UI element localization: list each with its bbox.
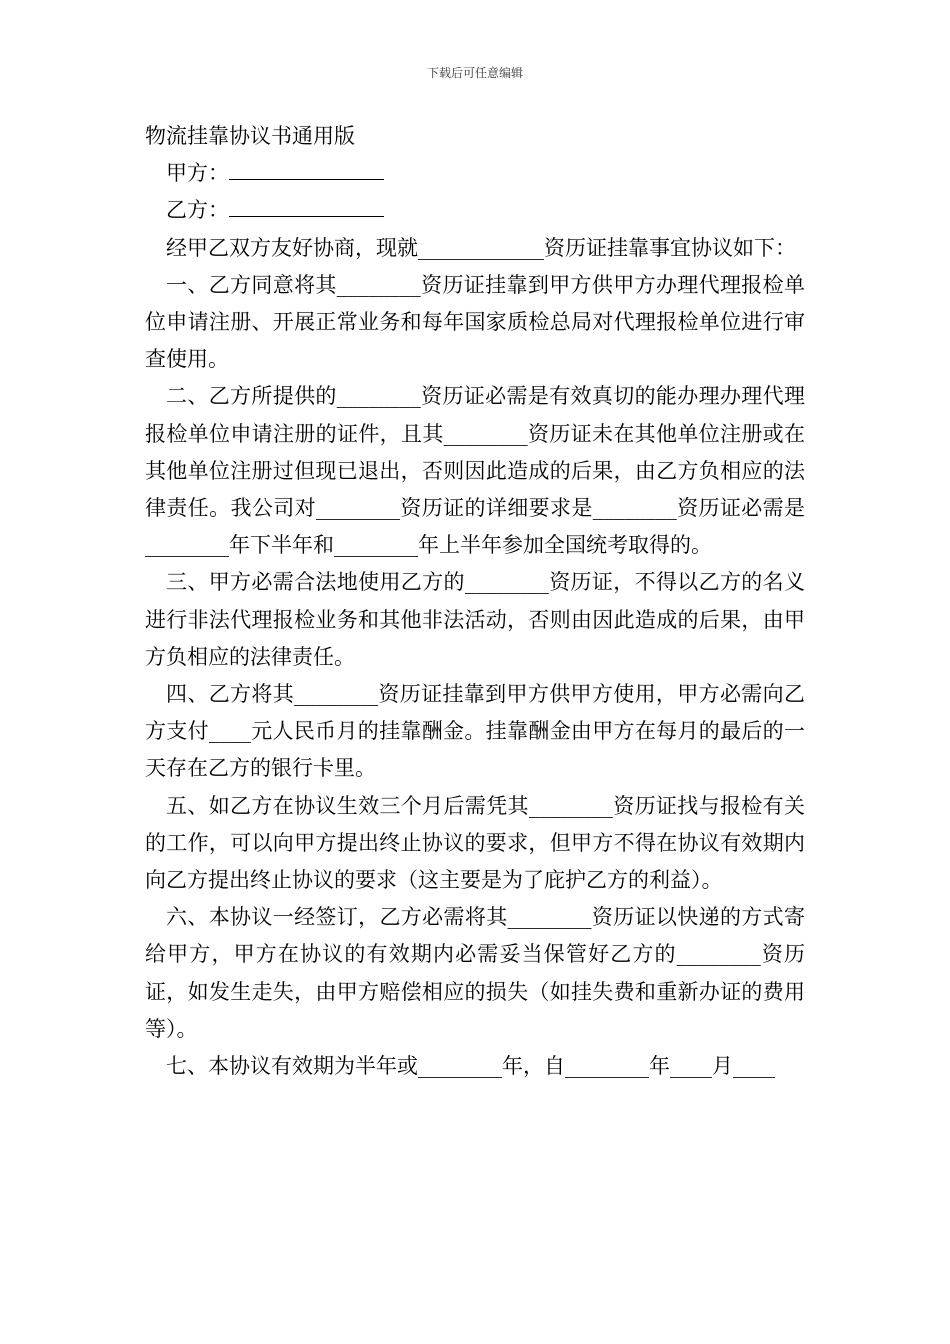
- paragraph-clause-4: 四、乙方将其________资历证挂靠到甲方供甲方使用，甲方必需向乙方支付____元人民币月的挂靠酬金。挂靠酬金由甲方在每月的最后的一天存在乙方的银行卡里。: [145, 682, 805, 781]
- party-a-blank: [229, 161, 384, 180]
- paragraph-clause-7: 七、本协议有效期为半年或________年，自________年____月____: [166, 1054, 775, 1079]
- party-b-blank: [229, 198, 384, 217]
- party-b-label: 乙方：: [166, 198, 229, 223]
- document-title: 物流挂靠协议书通用版: [145, 124, 355, 148]
- paragraph-clause-5: 五、如乙方在协议生效三个月后需凭其________资历证找与报检有关的工作，可以向甲方提出终止协议的要求，但甲方不得在协议有效期内向乙方提出终止协议的要求（这主要是为了庇护乙方的利益）。: [145, 793, 805, 893]
- page-header: 下载后可任意编辑: [426, 66, 523, 80]
- paragraph-intro: 经甲乙双方友好协商，现就____________资历证挂靠事宜协议如下：: [166, 235, 796, 260]
- paragraph-clause-3: 三、甲方必需合法地使用乙方的________资历证，不得以乙方的名义进行非法代理报检业务和其他非法活动，否则由因此造成的后果，由甲方负相应的法律责任。: [145, 570, 805, 669]
- party-a-line: [145, 155, 805, 192]
- document-body: [145, 118, 805, 1085]
- paragraph-clause-6: 六、本协议一经签订，乙方必需将其________资历证以快递的方式寄给甲方，甲方在协议的有效期内必需妥当保管好乙方的________资历证，如发生走失，由甲方赔偿相应的损失（如挂失费和重新办证的费用等）。: [145, 905, 805, 1041]
- paragraph-clause-2: 二、乙方所提供的________资历证必需是有效真切的能办理办理代理报检单位申请注册的证件，且其________资历证未在其他单位注册或在其他单位注册过但现已退出，否则因此造成的后果，由乙方负相应的法律责任。我公司对________资历证的详细要求是________资历证必需是________年下半年和________年上半年参加全国统考取得的。: [145, 384, 805, 558]
- party-b-line: [145, 192, 805, 229]
- party-a-label: 甲方：: [166, 161, 229, 186]
- paragraph-clause-1: 一、乙方同意将其________资历证挂靠到甲方供甲方办理代理报检单位申请注册、开展正常业务和每年国家质检总局对代理报检单位进行审查使用。: [145, 272, 805, 372]
